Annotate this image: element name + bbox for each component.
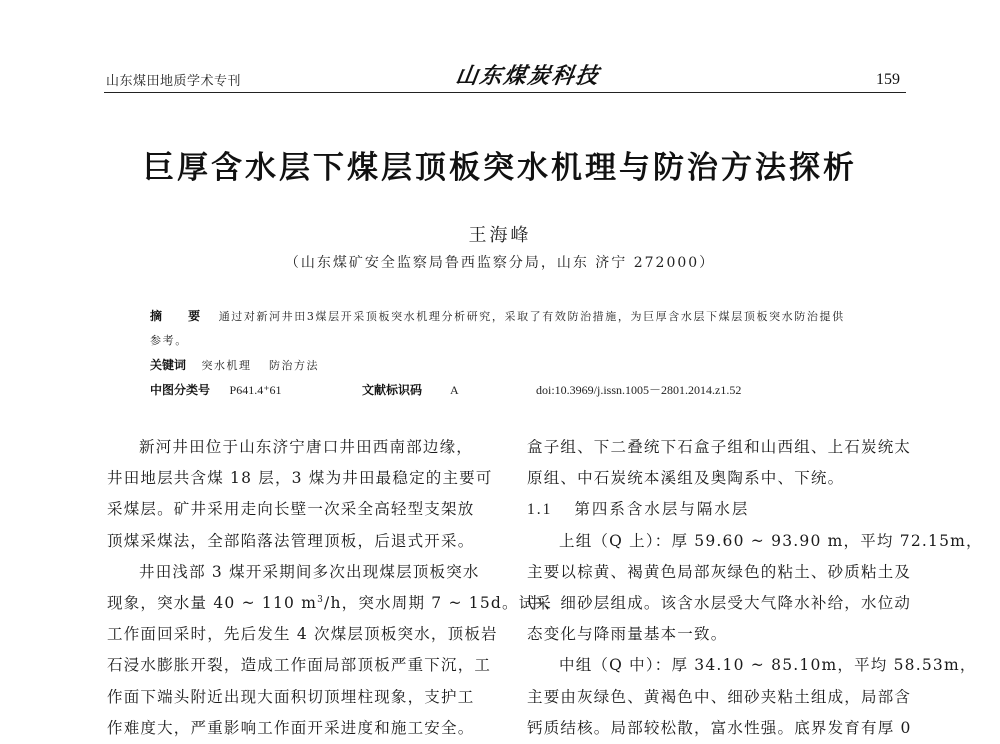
text-line: 中、细砂层组成。该含水层受大气降水补给，水位动 [527,594,912,613]
body-right-column [527,432,983,744]
text-line: 井田浅部 3 煤开采期间多次出现煤层顶板突水 [139,562,480,581]
classification-row [150,382,910,399]
abstract-label: 摘 要 [150,309,212,323]
text-segment: 现象，突水量 40 ~ 110 m [107,594,318,613]
text-line: 作面下端头附近出现大面积切顶埋柱现象，支护工 [107,687,475,706]
text-line: 作难度大，严重影响工作面开采进度和施工安全。 [107,718,475,737]
abstract-text: 通过对新河井田3煤层开采顶板突水机理分析研究，采取了有效防治措施，为巨厚含水层下煤层顶板突水防治提供 [218,310,845,323]
text-line: 主要由灰绿色、黄褐色中、细砂夹粘土组成，局部含 [527,687,912,706]
section-title: 第四系含水层与隔水层 [574,500,750,519]
running-head [104,60,906,93]
paragraph [527,650,977,744]
text-segment: /h，突水周期 7 ~ 15d。试采 [324,594,553,613]
body-left-column [107,432,553,744]
text-line: 钙质结核。局部较松散，富水性强。底界发育有厚 0 [527,718,912,737]
paragraph [107,432,505,557]
text-line: 上组（Q 上）：厚 59.60 ~ 93.90 m，平均 72.15m， [559,531,983,550]
text-line: 盒子组、下二叠统下石盒子组和山西组、上石炭统太 [527,438,912,456]
page-number: 159 [876,71,900,88]
paragraph [107,557,553,744]
clc-value: P641.4⁺61 [229,383,282,397]
abstract-continuation: 参考。 [150,334,188,347]
text-line: 新河井田位于山东济宁唐口井田西南部边缘， [139,438,474,456]
section-heading [527,494,925,525]
doc-code-label: 文献标识码 [362,383,423,397]
journal-issue-label: 山东煤田地质学术专刊 [106,74,242,89]
paragraph [527,526,983,651]
abstract [150,308,910,325]
doi-link[interactable]: doi:10.3969/j.issn.1005－2801.2014.z1.52 [536,383,742,397]
text-line: 石浸水膨胀开裂，造成工作面局部顶板严重下沉，工 [107,656,492,675]
text-line: 井田地层共含煤 18 层，3 煤为井田最稳定的主要可 [107,469,493,488]
keywords-label: 关键词 [150,358,187,372]
section-number: 1.1 [527,501,553,519]
article-author: 王海峰 [468,225,532,246]
keyword-item: 防治方法 [269,359,320,372]
article-title: 巨厚含水层下煤层顶板突水机理与防治方法探析 [143,150,857,186]
keyword-item: 突水机理 [201,359,252,372]
clc-label: 中图分类号 [150,383,211,397]
paragraph [527,432,925,494]
text-line: 顶煤采煤法，全部陷落法管理顶板，后退式开采。 [107,531,475,550]
text-line: 采煤层。矿井采用走向长壁一次采全高轻型支架放 [107,500,475,519]
text-line: 原组、中石炭统本溪组及奥陶系中、下统。 [527,469,845,488]
journal-logo: 山东煤炭科技 [453,63,602,89]
text-line: 工作面回采时，先后发生 4 次煤层顶板突水，顶板岩 [107,625,498,644]
text-line: 态变化与降雨量基本一致。 [527,625,728,644]
text-line: 中组（Q 中）：厚 34.10 ~ 85.10m，平均 58.53m， [559,656,977,675]
superscript: 3 [317,594,325,605]
author-affiliation: （山东煤矿安全监察局鲁西监察分局，山东 济宁 272000） [284,255,716,271]
doc-code-value: A [450,383,459,397]
text-line: 主要以棕黄、褐黄色局部灰绿色的粘土、砂质粘土及 [527,562,912,581]
keywords [150,357,910,374]
text-line [107,588,553,619]
